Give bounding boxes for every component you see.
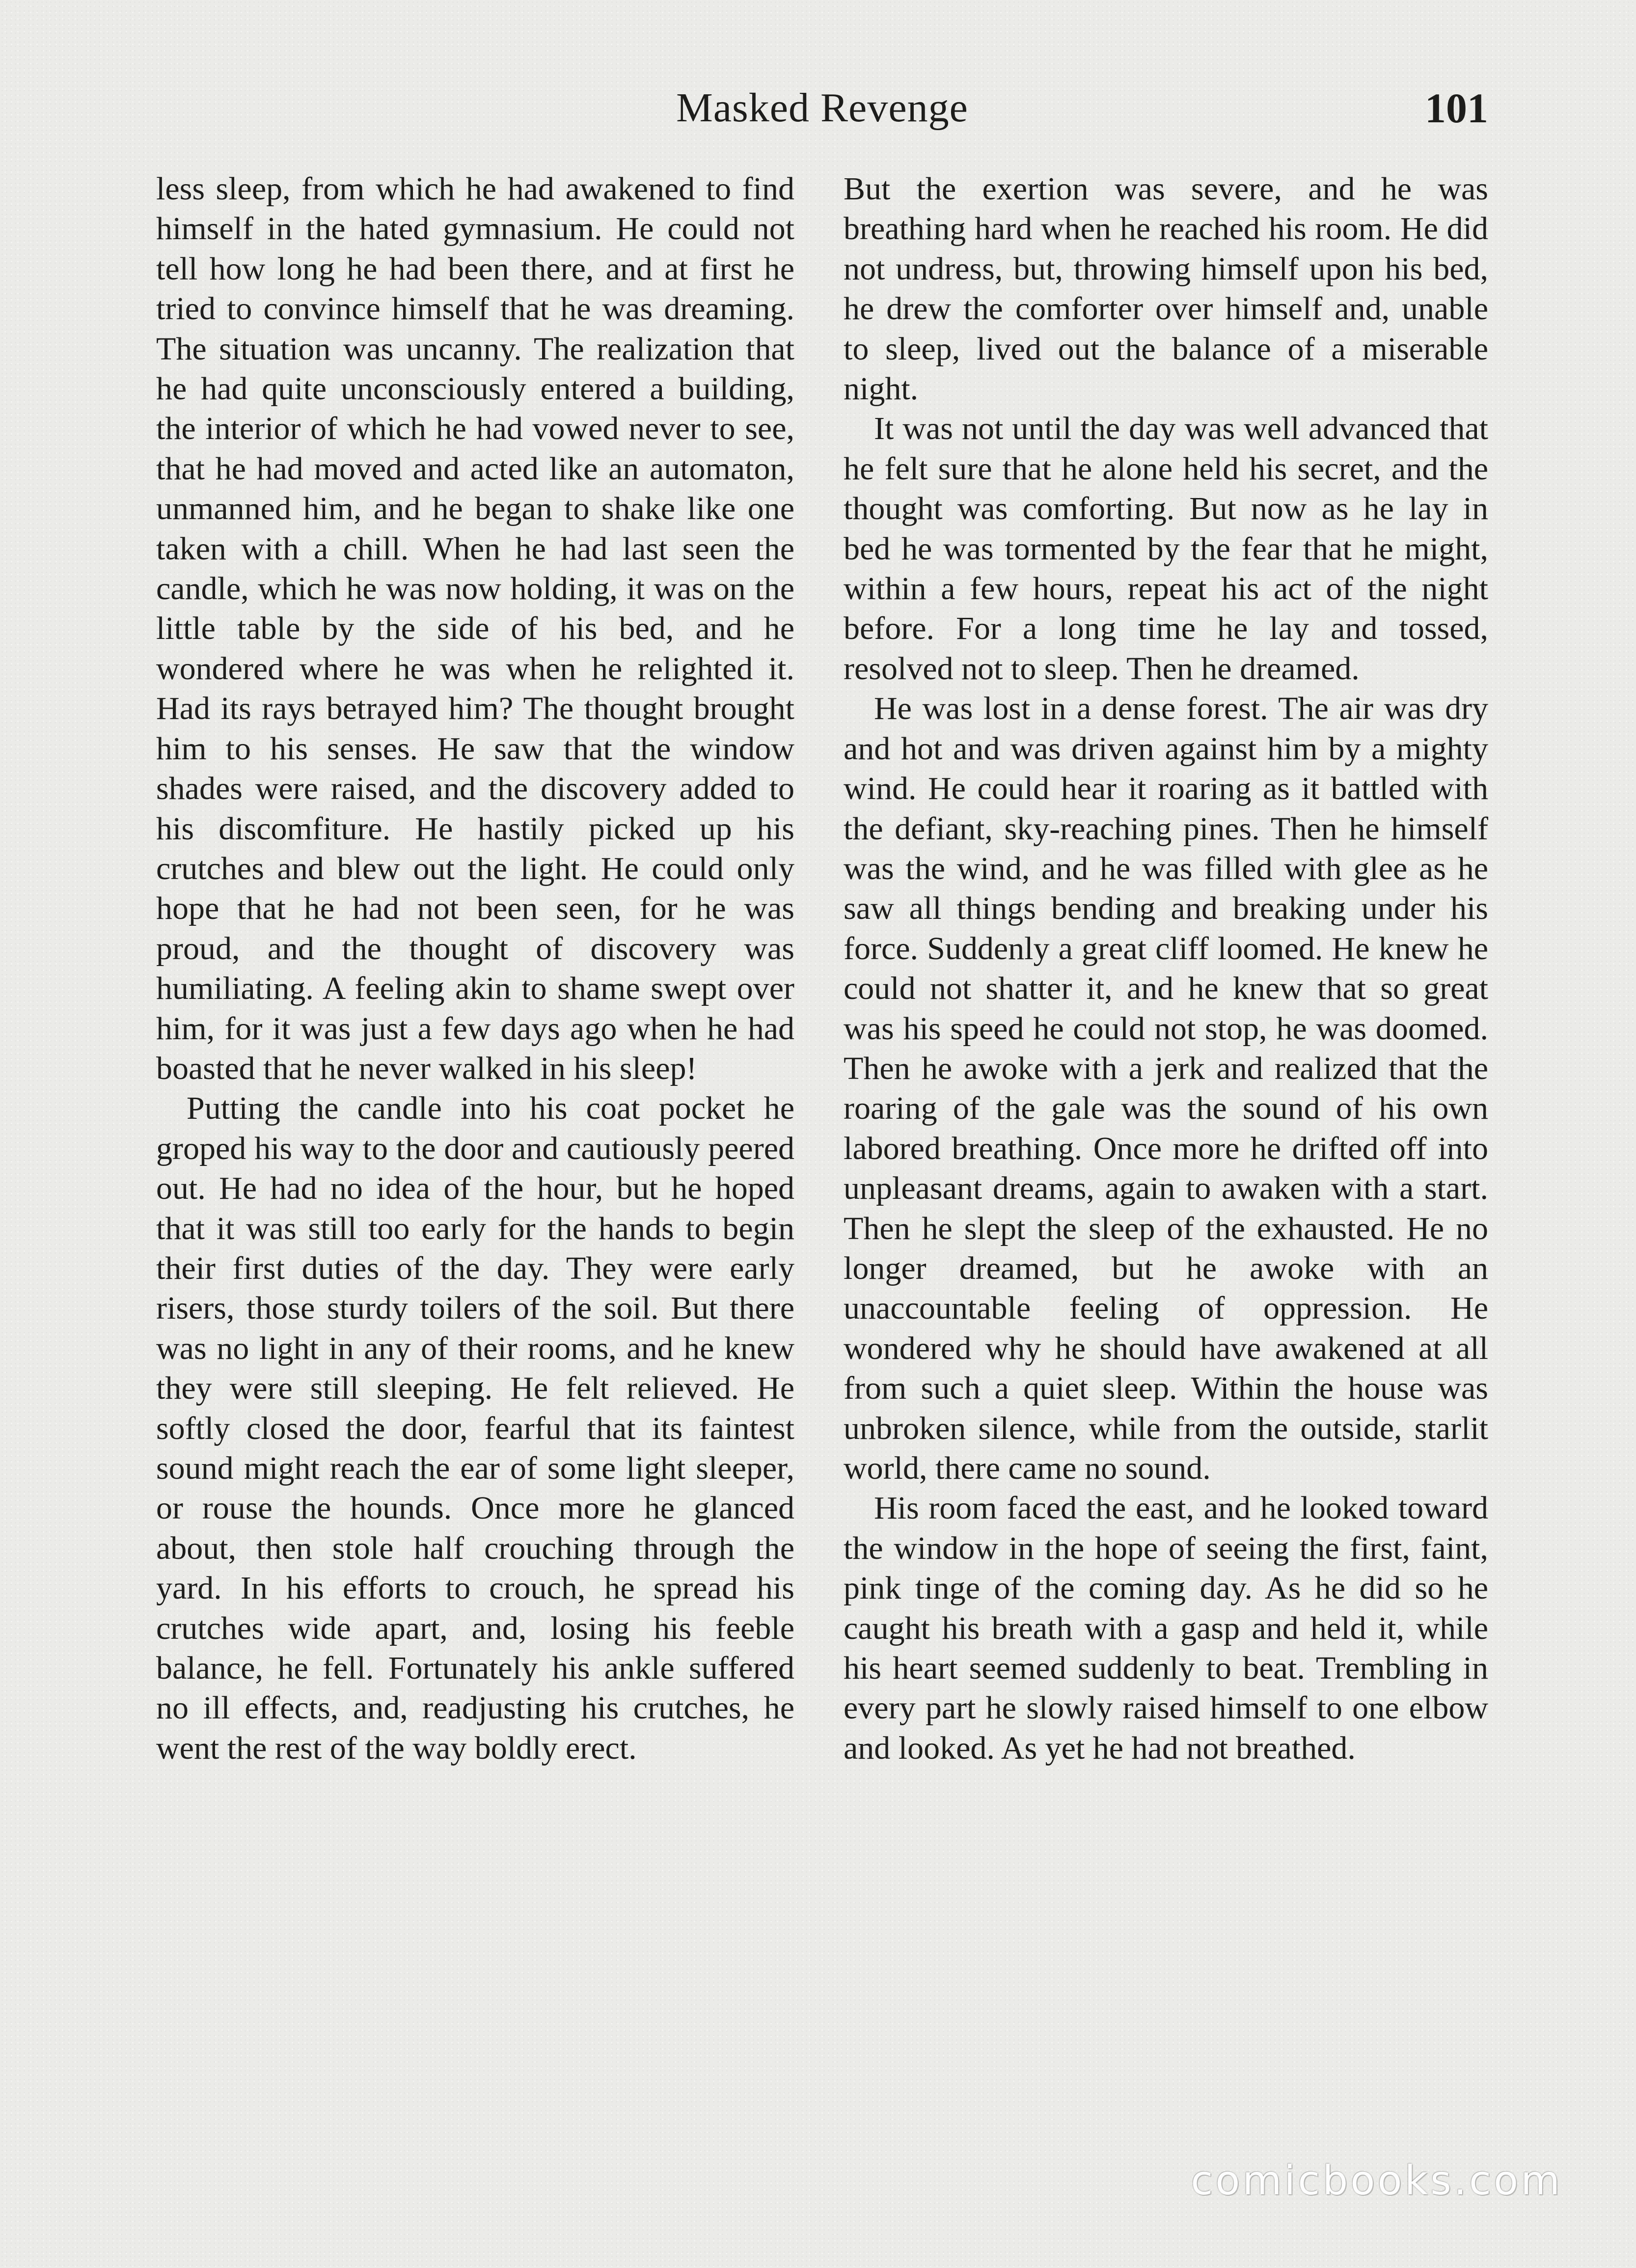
- page-number: 101: [1425, 84, 1488, 132]
- left-text-column: [156, 169, 794, 2183]
- paragraph: less sleep, from which he had awakened to find himself in the hated gymnasium. He could not tell how long he had been there, and at first he tried to convince himself that he was dreaming. The situation was uncanny. The realization that he had quite unconsciously entered a building, the interior of which he had vowed never to see, that he had moved and acted like an automaton, unmanned him, and he began to shake like one taken with a chill. When he had last seen the candle, which he was now holding, it was on the little table by the side of his bed, and he wondered where he was when he relighted it. Had its rays betrayed him? The thought brought him to his senses. He saw that the window shades were raised, and the discovery added to his discomfiture. He hastily picked up his crutches and blew out the light. He could only hope that he had not been seen, for he was proud, and the thought of discovery was humiliating. A feeling akin to shame swept over him, for it was just a few days ago when he had boasted that he never walked in his sleep!: [156, 171, 794, 1086]
- running-title: Masked Revenge: [676, 85, 968, 131]
- running-header: [156, 79, 1488, 138]
- watermark: comicbooks.com: [1191, 2157, 1562, 2204]
- paragraph: But the exertion was severe, and he was breathing hard when he reached his room. He did not undress, but, throwing himself upon his bed, he drew the comforter over himself and, unable to sleep, lived out the balance of a miserable night.: [844, 171, 1488, 407]
- paragraph: His room faced the east, and he looked toward the window in the hope of seeing the first, faint, pink tinge of the coming day. As he did so he caught his breath with a gasp and held it, while his heart seemed suddenly to beat. Trembling in every part he slowly raised himself to one elbow and looked. As yet he had not breathed.: [844, 1490, 1488, 1766]
- paragraph: Putting the candle into his coat pocket he groped his way to the door and cautiously peered out. He had no idea of the hour, but he hoped that it was still too early for the hands to begin their first duties of the day. They were early risers, those sturdy toilers of the soil. But there was no light in any of their rooms, and he knew they were still sleeping. He felt relieved. He softly closed the door, fearful that its faintest sound might reach the ear of some light sleeper, or rouse the hounds. Once more he glanced about, then stole half crouching through the yard. In his efforts to crouch, he spread his crutches wide apart, and, losing his feeble balance, he fell. Fortunately his ankle suffered no ill effects, and, readjusting his crutches, he went the rest of the way boldly erect.: [156, 1090, 794, 1766]
- right-text-column: [844, 169, 1488, 2183]
- paragraph: He was lost in a dense forest. The air was dry and hot and was driven against him by a mighty wind. He could hear it roaring as it battled with the defiant, sky-reaching pines. Then he himself was the wind, and he was filled with glee as he saw all things bending and breaking under his force. Suddenly a great cliff loomed. He knew he could not shatter it, and he knew that so great was his speed he could not stop, he was doomed. Then he awoke with a jerk and realized that the roaring of the gale was the sound of his own labored breathing. Once more he drifted off into unpleasant dreams, again to awaken with a start. Then he slept the sleep of the exhausted. He no longer dreamed, but he awoke with an unaccountable feeling of oppression. He wondered why he should have awakened at all from such a quiet sleep. Within the house was unbroken silence, while from the outside, starlit world, there came no sound.: [844, 691, 1488, 1486]
- paragraph: It was not until the day was well advanced that he felt sure that he alone held his secret, and the thought was comforting. But now as he lay in bed he was tormented by the fear that he might, within a few hours, repeat his act of the night before. For a long time he lay and tossed, resolved not to sleep. Then he dreamed.: [844, 411, 1488, 687]
